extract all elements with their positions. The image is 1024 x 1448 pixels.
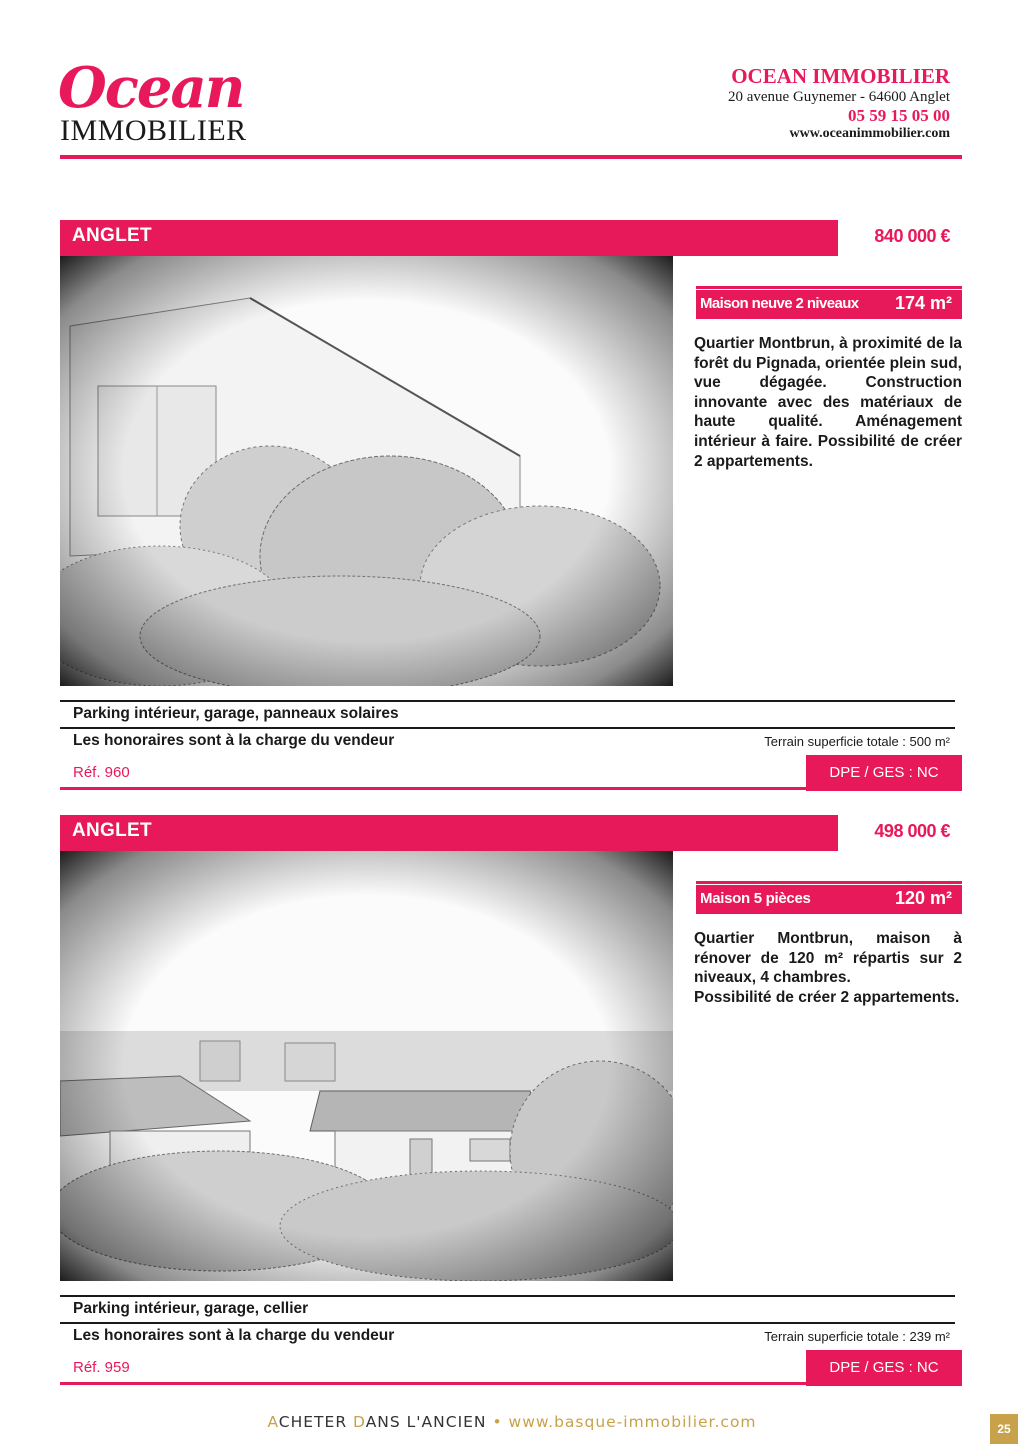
footer-word-ancien: ANS L'ANCIEN: [365, 1413, 487, 1431]
listing-photo: [60, 256, 673, 686]
listing-price: 498 000 €: [874, 821, 950, 841]
footer-word-acheter: CHETER: [278, 1413, 354, 1431]
listing-city: ANGLET: [72, 820, 152, 841]
dpe-badge: DPE / GES : NC: [806, 755, 962, 791]
footer-bullet: •: [486, 1413, 509, 1431]
footer-website-link[interactable]: www.basque-immobilier.com: [508, 1413, 757, 1431]
header-divider: [60, 155, 962, 159]
listing-fees: Les honoraires sont à la charge du vendeur: [73, 1327, 395, 1344]
features-divider: [60, 700, 955, 702]
property-surface: 174 m²: [894, 293, 952, 313]
page-number: 25: [990, 1414, 1018, 1444]
property-type-bar: [696, 881, 962, 914]
agency-website: www.oceanimmobilier.com: [789, 126, 950, 141]
listing-card: [60, 220, 962, 795]
agency-address: 20 avenue Guynemer - 64600 Anglet: [727, 89, 950, 105]
property-type-bar: [696, 286, 962, 319]
footer-initial-d: D: [353, 1413, 366, 1431]
listing-city: ANGLET: [72, 225, 152, 246]
listing-title-bar: [60, 220, 838, 256]
features-divider: [60, 1295, 955, 1297]
listing-reference: Réf. 960: [73, 764, 130, 781]
listing-features: Parking intérieur, garage, panneaux solaires: [73, 705, 399, 722]
listing-bottom-rule: [60, 1382, 810, 1385]
land-surface: Terrain superficie totale : 500 m²: [764, 734, 950, 749]
agency-name: OCEAN IMMOBILIER: [731, 64, 950, 88]
land-surface: Terrain superficie totale : 239 m²: [764, 1329, 950, 1344]
logo-script: Ocean: [58, 55, 244, 121]
listing-price: 840 000 €: [874, 226, 950, 246]
listing-title-bar: [60, 815, 838, 851]
fees-divider: [60, 1322, 955, 1324]
listing-bottom-rule: [60, 787, 810, 790]
fees-divider: [60, 727, 955, 729]
description-text: Quartier Montbrun, maison à rénover de 120 m² répartis sur 2 niveaux, 4 chambres.: [694, 930, 962, 987]
property-type: Maison neuve 2 niveaux: [700, 295, 859, 312]
listing-fees: Les honoraires sont à la charge du vendeur: [73, 732, 395, 749]
listing-card: [60, 815, 962, 1390]
listing-features: Parking intérieur, garage, cellier: [73, 1300, 309, 1317]
agency-phone: 05 59 15 05 00: [848, 106, 950, 125]
description-text: Possibilité de créer 2 appartements.: [694, 988, 960, 1006]
property-type: Maison 5 pièces: [700, 890, 811, 907]
dpe-badge: DPE / GES : NC: [806, 1350, 962, 1386]
listing-photo: [60, 851, 673, 1281]
agency-contact: [728, 64, 950, 142]
footer-tagline: [0, 1413, 1024, 1431]
listing-description: [694, 334, 962, 471]
agency-logo: [58, 56, 258, 152]
description-text: Quartier Montbrun, à proximité de la forêt du Pignada, orientée plein sud, vue dégagée. Construction innovante avec des matériaux de haute qualité. Aménagement intérieur à faire. Possibilité de créer 2 appartements.: [694, 335, 962, 470]
listing-reference: Réf. 959: [73, 1359, 130, 1376]
property-surface: 120 m²: [894, 888, 952, 908]
listing-description: [694, 929, 962, 1007]
footer-initial-a: A: [267, 1413, 279, 1431]
logo-subtitle: IMMOBILIER: [60, 114, 247, 147]
